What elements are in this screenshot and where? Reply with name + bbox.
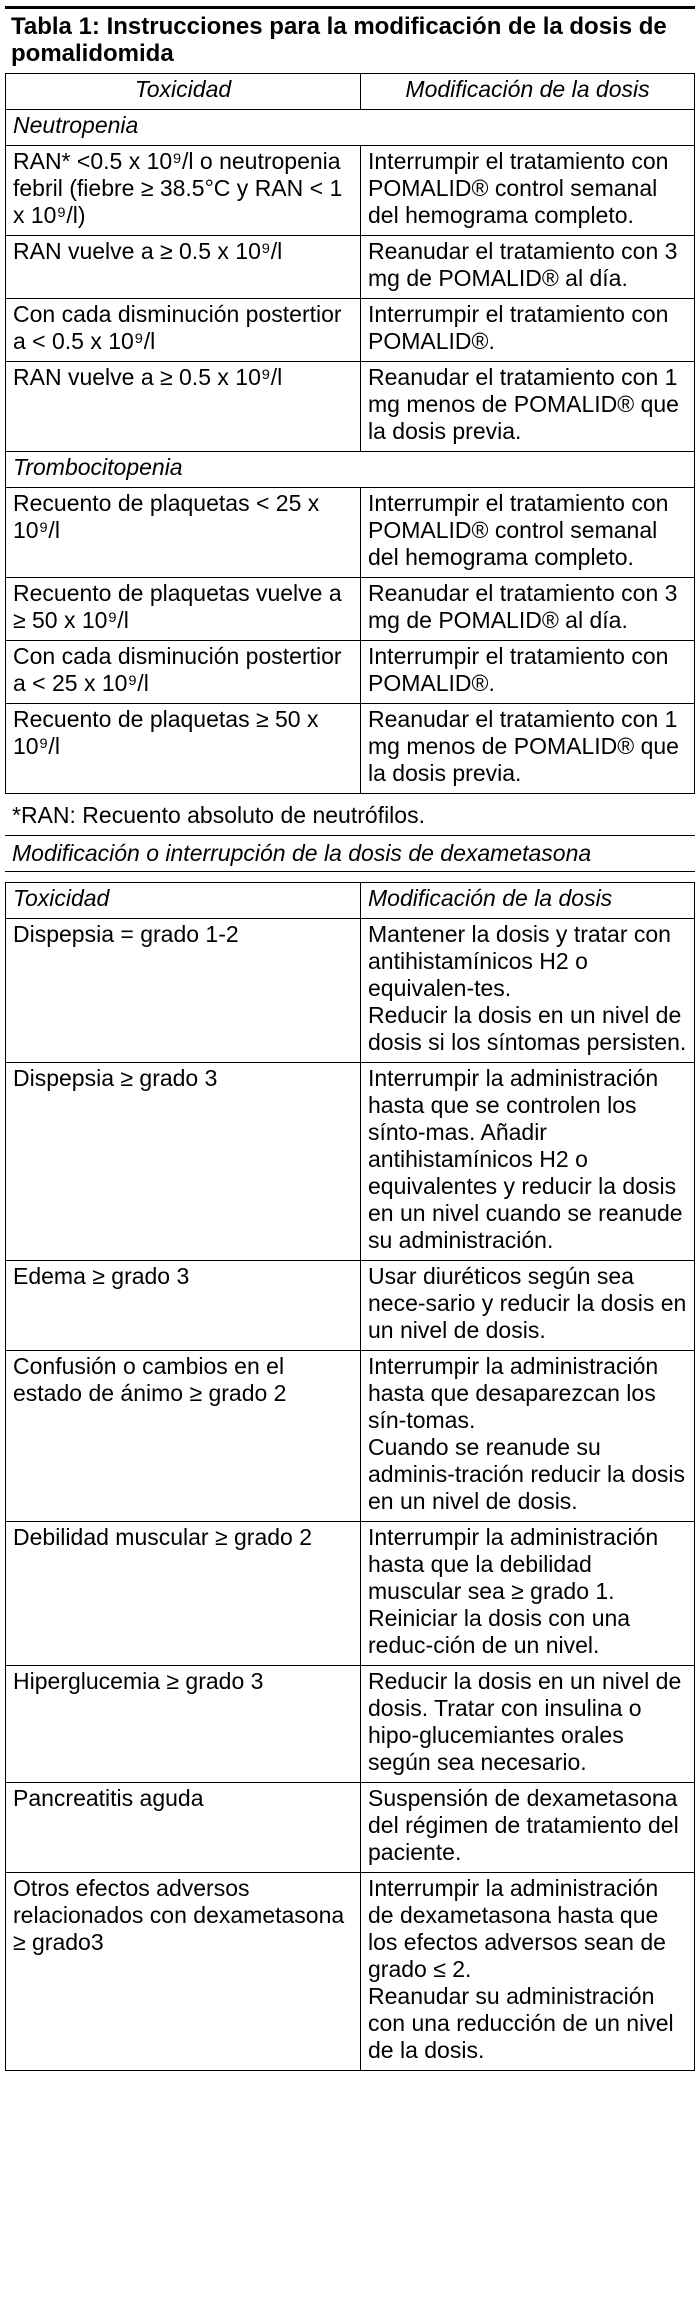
- modification-line: Cuando se reanude su adminis-tración reducir la dosis en un nivel de dosis.: [368, 1434, 686, 1514]
- modification-cell: Interrumpir el tratamiento con POMALID® control semanal del hemograma completo.: [361, 488, 695, 578]
- table-row: [6, 1666, 695, 1783]
- table-row: [6, 362, 695, 452]
- dexamethasone-subtitle: Modificación o interrupción de la dosis de dexametasona: [5, 835, 695, 872]
- section-label: Neutropenia: [6, 110, 695, 146]
- toxicity-cell: Edema ≥ grado 3: [6, 1261, 361, 1351]
- section-label: Trombocitopenia: [6, 452, 695, 488]
- modification-line: Interrumpir la administración de dexametasona hasta que los efectos adversos sean de grado ≤ 2.: [368, 1875, 666, 1982]
- table-row: [6, 1351, 695, 1522]
- toxicity-cell: Confusión o cambios en el estado de ánimo ≥ grado 2: [6, 1351, 361, 1522]
- footnote: *RAN: Recuento absoluto de neutrófilos.: [12, 802, 425, 828]
- pomalidomide-dose-table: [5, 73, 695, 794]
- modification-line: Interrumpir la administración hasta que la debilidad muscular sea ≥ grado 1.: [368, 1524, 659, 1604]
- table-row: [6, 236, 695, 299]
- modification-cell: [361, 1783, 695, 1873]
- toxicity-cell: RAN vuelve a ≥ 0.5 x 10⁹/l: [6, 362, 361, 452]
- modification-cell: [361, 1666, 695, 1783]
- table-row: [6, 1522, 695, 1666]
- modification-line: Reducir la dosis en un nivel de dosis. Tratar con insulina o hipo-glucemiantes orales según sea necesario.: [368, 1668, 682, 1775]
- toxicity-cell: Otros efectos adversos relacionados con dexametasona ≥ grado3: [6, 1873, 361, 2071]
- table-row: [6, 1783, 695, 1873]
- header-toxicity: Toxicidad: [6, 883, 361, 919]
- table-title: Tabla 1: Instrucciones para la modificación de la dosis de pomalidomida: [5, 6, 695, 73]
- table-row: [6, 704, 695, 794]
- toxicity-cell: Dispepsia = grado 1-2: [6, 919, 361, 1063]
- modification-cell: Reanudar el tratamiento con 3 mg de POMALID® al día.: [361, 236, 695, 299]
- modification-line: Usar diuréticos según sea nece-sario y reducir la dosis en un nivel de dosis.: [368, 1263, 687, 1343]
- dexamethasone-dose-table: [5, 882, 695, 2071]
- table-row: [6, 919, 695, 1063]
- header-dose-modification: Modificación de la dosis: [361, 883, 695, 919]
- table-header-row: [6, 74, 695, 110]
- table-row: [6, 578, 695, 641]
- table-row: [6, 488, 695, 578]
- table-row: [6, 1261, 695, 1351]
- modification-cell: [361, 1063, 695, 1261]
- modification-line: Mantener la dosis y tratar con antihistamínicos H2 o equivalen-tes.: [368, 921, 671, 1001]
- modification-cell: Reanudar el tratamiento con 3 mg de POMALID® al día.: [361, 578, 695, 641]
- toxicity-cell: Debilidad muscular ≥ grado 2: [6, 1522, 361, 1666]
- modification-cell: [361, 919, 695, 1063]
- toxicity-cell: Pancreatitis aguda: [6, 1783, 361, 1873]
- modification-line: Interrumpir la administración hasta que se controlen los sínto-mas. Añadir antihistamínicos H2 o equivalentes y reducir la dosis en un nivel cuando se reanude su administración.: [368, 1065, 683, 1253]
- modification-line: Reducir la dosis en un nivel de dosis si los síntomas persisten.: [368, 1002, 687, 1055]
- section-row-thrombocytopenia: [6, 452, 695, 488]
- modification-line: Suspensión de dexametasona del régimen de tratamiento del paciente.: [368, 1785, 679, 1865]
- modification-line: Interrumpir la administración hasta que desaparezcan los sín-tomas.: [368, 1353, 659, 1433]
- toxicity-cell: Recuento de plaquetas < 25 x 10⁹/l: [6, 488, 361, 578]
- table-row: [6, 1063, 695, 1261]
- toxicity-cell: Dispepsia ≥ grado 3: [6, 1063, 361, 1261]
- modification-cell: [361, 1873, 695, 2071]
- modification-cell: Reanudar el tratamiento con 1 mg menos de POMALID® que la dosis previa.: [361, 362, 695, 452]
- toxicity-cell: Con cada disminución postertior a < 0.5 x 10⁹/l: [6, 299, 361, 362]
- modification-cell: Interrumpir el tratamiento con POMALID®.: [361, 641, 695, 704]
- header-dose-modification: Modificación de la dosis: [361, 74, 695, 110]
- table-row: [6, 641, 695, 704]
- section-row-neutropenia: [6, 110, 695, 146]
- modification-cell: [361, 1351, 695, 1522]
- modification-line: Reiniciar la dosis con una reduc-ción de un nivel.: [368, 1605, 631, 1658]
- modification-line: Reanudar su administración con una reducción de un nivel de la dosis.: [368, 1983, 674, 2063]
- toxicity-cell: RAN* <0.5 x 10⁹/l o neutropenia febril (fiebre ≥ 38.5°C y RAN < 1 x 10⁹/l): [6, 146, 361, 236]
- table-row: [6, 299, 695, 362]
- toxicity-cell: Hiperglucemia ≥ grado 3: [6, 1666, 361, 1783]
- modification-cell: Interrumpir el tratamiento con POMALID®.: [361, 299, 695, 362]
- modification-cell: [361, 1522, 695, 1666]
- toxicity-cell: Recuento de plaquetas vuelve a ≥ 50 x 10⁹/l: [6, 578, 361, 641]
- table-header-row: [6, 883, 695, 919]
- modification-cell: [361, 1261, 695, 1351]
- modification-cell: Interrumpir el tratamiento con POMALID® control semanal del hemograma completo.: [361, 146, 695, 236]
- modification-cell: Reanudar el tratamiento con 1 mg menos de POMALID® que la dosis previa.: [361, 704, 695, 794]
- table-row: [6, 146, 695, 236]
- toxicity-cell: Recuento de plaquetas ≥ 50 x 10⁹/l: [6, 704, 361, 794]
- toxicity-cell: RAN vuelve a ≥ 0.5 x 10⁹/l: [6, 236, 361, 299]
- table-row: [6, 1873, 695, 2071]
- toxicity-cell: Con cada disminución postertior a < 25 x 10⁹/l: [6, 641, 361, 704]
- header-toxicity: Toxicidad: [6, 74, 361, 110]
